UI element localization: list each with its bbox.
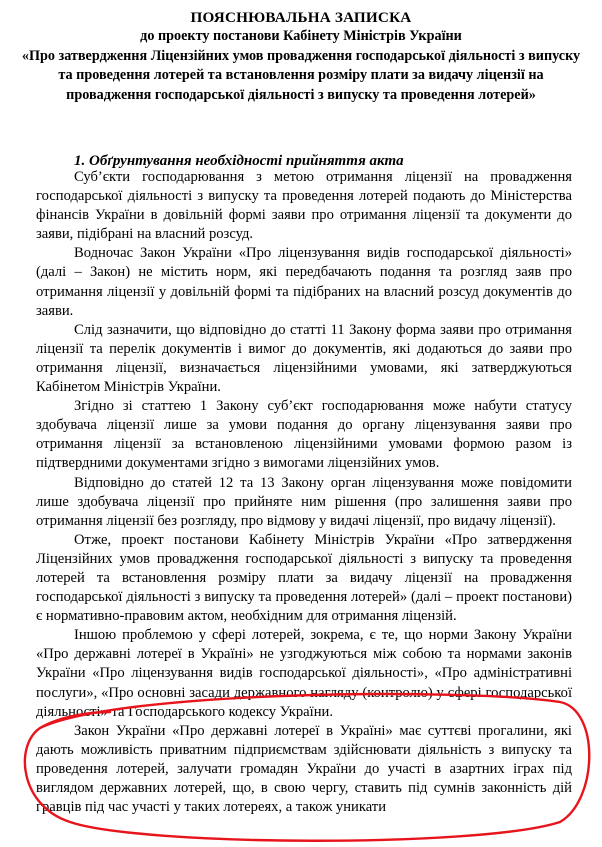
paragraph: Суб’єкти господарювання з метою отримання ліцензії на провадження господарської діяльності з випуску та проведення лотерей подають до Міністерства фінансів України в довільній формі заяви про отримання ліцензії та документи до заяви, підібрані на власний розсуд. xyxy=(36,169,572,243)
document-header xyxy=(20,8,582,105)
document-body xyxy=(36,168,572,817)
paragraph: Згідно зі статтею 1 Закону суб’єкт господарювання може набути статусу здобувача ліцензії лише за умови подання до органу ліцензування заяви про отримання ліцензії за встановленою ліцензійними умовами формою разом із підтвердними документами згідно з вимогами ліцензійних умов. xyxy=(36,398,572,472)
section-heading: 1. Обґрунтування необхідності прийняття акта xyxy=(74,153,404,169)
document-title: ПОЯСНЮВАЛЬНА ЗАПИСКА xyxy=(190,9,412,26)
draft-resolution-title: «Про затвердження Ліцензійних умов провадження господарської діяльності з випуску та проведення лотерей та встановлення розміру плати за видачу ліцензії на провадження господарської діяльності з випуску та проведення лотерей» xyxy=(21,47,581,103)
paragraph: Отже, проект постанови Кабінету Міністрів України «Про затвердження Ліцензійних умов провадження господарської діяльності з випуску та проведення лотерей та встановлення розміру плати за видачу ліцензії на провадження господарської діяльності з випуску та проведення лотерей» (далі – проект постанови) є нормативно-правовим актом, необхідним для отримання ліцензій. xyxy=(36,531,572,625)
paragraph: Іншою проблемою у сфері лотерей, зокрема, є те, що норми Закону України «Про державні лотереї в Україні» не узгоджуються між собою та нормами законів України «Про ліцензування видів господарської діяльності», «Про адміністративні послуги», «Про основні засади державного нагляду (контролю) у сфері господарської діяльності» та Господарського кодексу України. xyxy=(36,627,572,720)
paragraph: Водночас Закон України «Про ліцензування видів господарської діяльності» (далі – Закон) не містить норм, які передбачають подання та розгляд заяв про отримання ліцензії у довільній формі та підібраних на власний розсуд документів до заяви. xyxy=(36,245,572,319)
paragraph: Слід зазначити, що відповідно до статті 11 Закону форма заяви про отримання ліцензії та перелік документів і вимог до документів, які додаються до заяви про отримання ліцензії, визначається ліцензійними умовами, які затверджуються Кабінетом Міністрів України. xyxy=(36,321,572,396)
paragraph: Відповідно до статей 12 та 13 Закону орган ліцензування може повідомити лише здобувача ліцензії про прийняте ним рішення (про залишення заяви про отримання ліцензії без розгляду, про відмову у видачі ліцензії, про видачу ліцензії). xyxy=(36,474,572,529)
document-subtitle: до проекту постанови Кабінету Міністрів України xyxy=(140,28,462,45)
highlighted-paragraph: Закон України «Про державні лотереї в Україні» має суттєві прогалини, які дають можливість приватним підприємствам здійснювати діяльність з випуску та проведення лотерей, залучати громадян України до участі в азартних іграх під виглядом державних лотерей, що, в свою чергу, ставить під сумнів законність дій гравців під час участі у таких лотереях, а також уникати xyxy=(36,722,572,816)
